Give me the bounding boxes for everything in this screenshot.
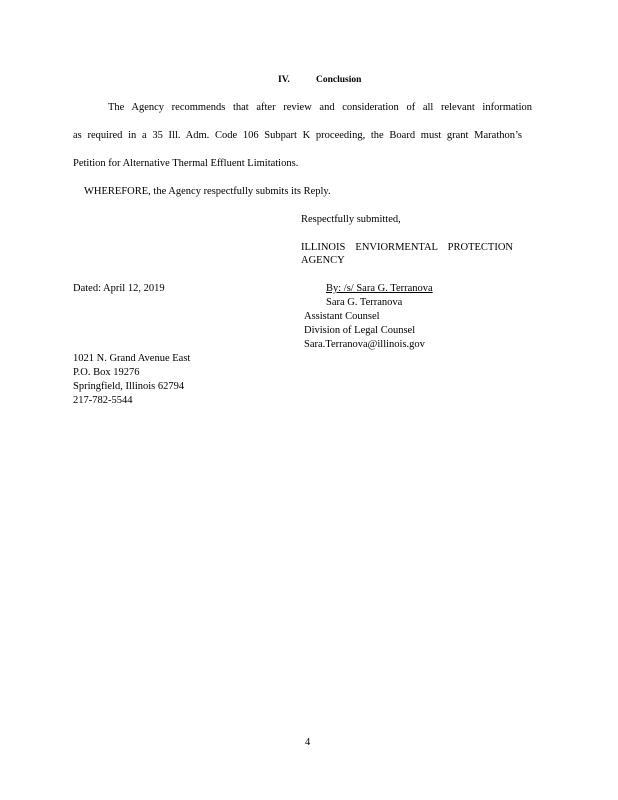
signer-title: Assistant Counsel [304, 311, 380, 322]
signature-by-line: By: /s/ Sara G. Terranova [326, 283, 433, 294]
address-line3: Springfield, Illinois 62794 [73, 381, 185, 392]
paragraph1-line3: Petition for Alternative Thermal Effluent Limitations. [73, 158, 299, 169]
agency-line1: ILLINOIS ENVIORMENTAL PROTECTION [301, 242, 513, 253]
signer-email: Sara.Terranova@illinois.gov [304, 339, 425, 350]
page-number: 4 [305, 737, 311, 748]
section-number: IV. [278, 75, 290, 85]
paragraph1-line1: The Agency recommends that after review and consideration of all relevant information [108, 102, 532, 113]
address-line1: 1021 N. Grand Avenue East [73, 353, 191, 364]
dated-line: Dated: April 12, 2019 [73, 283, 165, 294]
section-title: Conclusion [316, 75, 362, 85]
address-line4: 217-782-5544 [73, 395, 133, 406]
address-line2: P.O. Box 19276 [73, 367, 140, 378]
signer-name: Sara G. Terranova [326, 297, 403, 308]
signer-division: Division of Legal Counsel [304, 325, 416, 336]
closing: Respectfully submitted, [301, 214, 401, 225]
agency-line2: AGENCY [301, 255, 345, 266]
paragraph1-line2: as required in a 35 Ill. Adm. Code 106 Subpart K proceeding, the Board must grant Marathon’s [73, 130, 522, 141]
wherefore-paragraph: WHEREFORE, the Agency respectfully submits its Reply. [84, 186, 331, 197]
